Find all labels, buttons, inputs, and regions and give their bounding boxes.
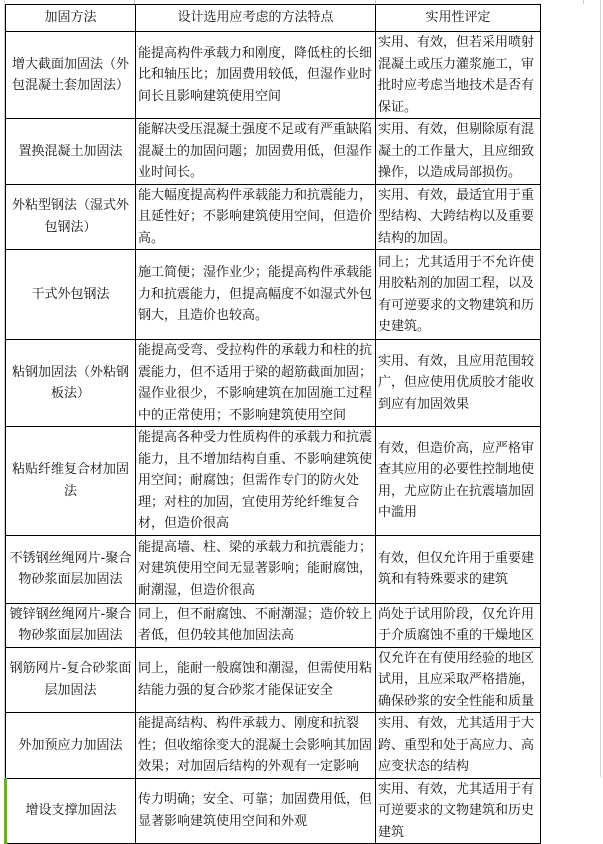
table-row	[6, 340, 541, 427]
method-cell[interactable]: 干式外包钢法	[6, 250, 136, 340]
header-row	[6, 5, 541, 32]
features-cell[interactable]: 能大幅度提高构件承载能力和抗震能力，且延性好；不影响建筑使用空间，但造价高。	[136, 184, 376, 250]
header-features[interactable]: 设计选用应考虑的方法特点	[136, 5, 376, 32]
table-row	[6, 713, 541, 779]
method-cell[interactable]: 镀锌钢丝绳网片-聚合物砂浆面层加固法	[6, 603, 136, 647]
table-row	[6, 535, 541, 603]
features-cell[interactable]: 同上，能耐一般腐蚀和潮湿，但需使用粘结能力强的复合砂浆才能保证安全	[136, 647, 376, 713]
evaluation-cell[interactable]: 尚处于试用阶段，仅允许用于介质腐蚀不重的干燥地区	[376, 603, 541, 647]
features-cell[interactable]: 能解决受压混凝土强度不足或有严重缺陷混凝土的加固问题；加固费用低，但湿作业时间长。	[136, 119, 376, 185]
features-cell[interactable]: 能提高构件承载力和刚度，降低柱的长细比和轴压比；加固费用较低，但湿作业时间长且影响建筑使用空间	[136, 32, 376, 119]
evaluation-cell[interactable]: 实用、有效，且应用范围较广，但应使用优质胶才能收到应有加固效果	[376, 340, 541, 427]
method-cell[interactable]: 增大截面加固法（外包混凝土套加固法）	[6, 32, 136, 119]
method-cell[interactable]: 钢筋网片-复合砂浆面层加固法	[6, 647, 136, 713]
features-cell[interactable]: 能提高各种受力性质构件的承载力和抗震能力，且不增加结构自重、不影响建筑使用空间；耐腐蚀；但需作专门的防火处理；对柱的加固，宜使用芳纶纤维复合材，但造价很高	[136, 427, 376, 536]
evaluation-cell[interactable]: 仅允许在有使用经验的地区试用，且应采取严格措施，确保砂浆的安全性能和质量	[376, 647, 541, 713]
table-row	[6, 32, 541, 119]
table-row	[6, 647, 541, 713]
evaluation-cell[interactable]: 同上；尤其适用于不允许使用胶粘剂的加固工程，以及有可逆要求的文物建筑和历史建筑。	[376, 250, 541, 340]
method-cell[interactable]: 外加预应力加固法	[6, 713, 136, 779]
evaluation-cell[interactable]: 实用、有效，最适宜用于重型结构、大跨结构以及重要结构的加固。	[376, 184, 541, 250]
features-cell[interactable]: 能提高受弯、受拉构件的承载力和柱的抗震能力，但不适用于梁的超筋截面加固；湿作业很少，不影响建筑在加固施工过程中的正常使用；不影响建筑使用空间	[136, 340, 376, 427]
table-row	[6, 184, 541, 250]
features-cell[interactable]: 能提高结构、构件承载力、刚度和抗裂性；但收缩徐变大的混凝土会影响其加固效果；对加固后结构的外观有一定影响	[136, 713, 376, 779]
method-cell[interactable]: 粘贴纤维复合材加固法	[6, 427, 136, 536]
table-row	[6, 427, 541, 536]
evaluation-cell[interactable]: 实用、有效，但若采用喷射混凝土或压力灌浆施工，审批时应考虑当地技术是否有保证。	[376, 32, 541, 119]
features-cell[interactable]: 能提高墙、柱、梁的承载力和抗震能力；对建筑使用空间无显著影响；能耐腐蚀，耐潮湿，但造价很高	[136, 535, 376, 603]
method-cell[interactable]: 不锈钢丝绳网片-聚合物砂浆面层加固法	[6, 535, 136, 603]
evaluation-cell[interactable]: 有效，但造价高，应严格审查其应用的必要性控制地使用，尤应防止在抗震墙加固中滥用	[376, 427, 541, 536]
evaluation-cell[interactable]: 实用、有效，尤其适用于有可逆要求的文物建筑和历史建筑	[376, 778, 541, 844]
evaluation-cell[interactable]: 实用、有效，尤其适用于大跨、重型和处于高应力、高应变状态的结构	[376, 713, 541, 779]
header-evaluation[interactable]: 实用性评定	[376, 5, 541, 32]
evaluation-cell[interactable]: 实用、有效，但剔除原有混凝土的工作量大，且应细致操作，以造成局部损伤。	[376, 119, 541, 185]
method-cell[interactable]: 增设支撑加固法	[6, 778, 136, 844]
reinforcement-methods-table	[4, 4, 541, 844]
evaluation-cell[interactable]: 有效，但仅允许用于重要建筑和有特殊要求的建筑	[376, 535, 541, 603]
header-method[interactable]: 加固方法	[6, 5, 136, 32]
features-cell[interactable]: 同上，但不耐腐蚀、不耐潮湿；造价较上者低，但仍较其他加固法高	[136, 603, 376, 647]
features-cell[interactable]: 传力明确；安全、可靠；加固费用低，但显著影响建筑使用空间和外观	[136, 778, 376, 844]
column-divider	[583, 0, 584, 4]
table-row	[6, 250, 541, 340]
method-cell[interactable]: 置换混凝土加固法	[6, 119, 136, 185]
method-cell[interactable]: 粘钢加固法（外粘钢板法）	[6, 340, 136, 427]
method-cell[interactable]: 外粘型钢法（湿式外包钢法）	[6, 184, 136, 250]
table-row	[6, 778, 541, 844]
table-row	[6, 603, 541, 647]
table-row	[6, 119, 541, 185]
features-cell[interactable]: 施工简便；湿作业少；能提高构件承载能力和抗震能力，但提高幅度不如湿式外包钢大，且造价也较高。	[136, 250, 376, 340]
